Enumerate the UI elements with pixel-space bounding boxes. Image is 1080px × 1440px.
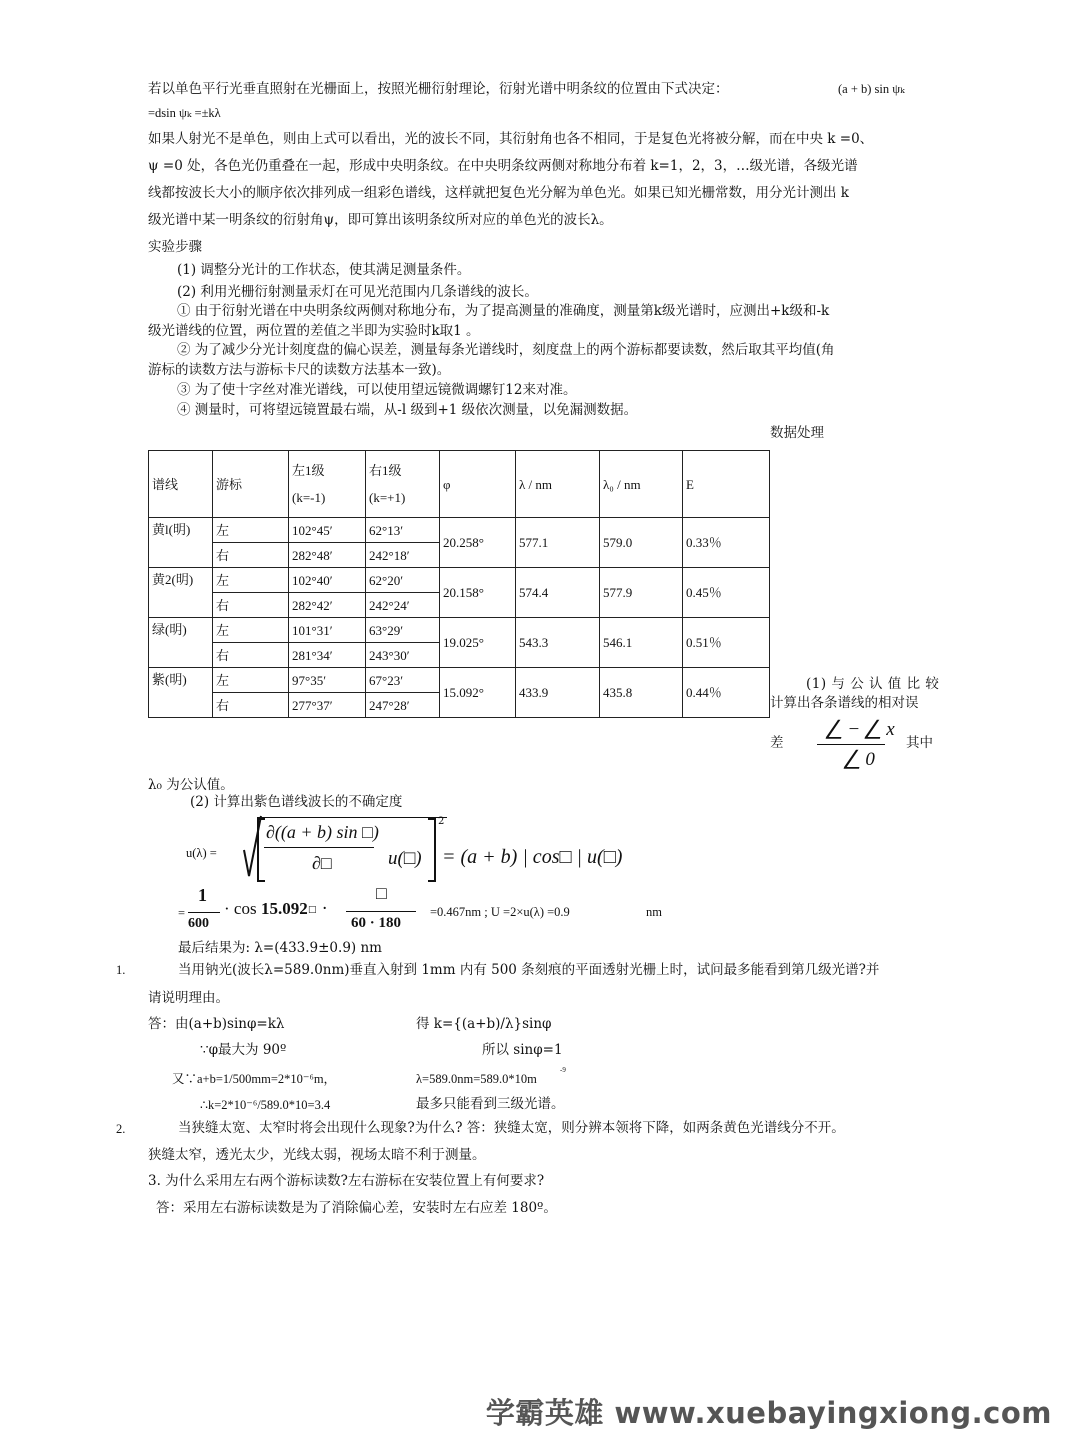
cell-right: 243°30′ — [366, 643, 440, 668]
site-watermark: 学霸英雄 www.xuebayingxiong.com — [485, 1396, 1052, 1430]
cell-phi: 15.092° — [440, 668, 516, 718]
cell-vernier: 左 — [213, 668, 289, 693]
q3-line-2: 答：采用左右游标读数是为了消除偏心差，安装时左右应差 180º。 — [156, 1200, 557, 1216]
intro-line-1: 若以单色平行光垂直照射在光栅面上，按照光栅衍射理论，衍射光谱中明条纹的位置由下式决定： — [148, 81, 729, 97]
q1-answer-4-right: 最多只能看到三级光谱。 — [416, 1096, 565, 1112]
q3-line-1: 3. 为什么采用左右两个游标读数?左右游标在安装位置上有何要求? — [148, 1173, 545, 1189]
q1-line-2: 请说明理由。 — [148, 990, 229, 1006]
table-row — [149, 618, 770, 643]
cell-lambda: 577.1 — [516, 518, 600, 568]
cell-left: 102°45′ — [289, 518, 366, 543]
right-bracket — [428, 818, 436, 882]
numeric-frac-line — [188, 912, 220, 913]
partial-denominator: ∂□ — [312, 853, 332, 873]
cell-left: 277°37′ — [289, 693, 366, 718]
q1-number: 1. — [116, 963, 126, 977]
uncertainty-title: (2) 计算出紫色谱线波长的不确定度 — [190, 794, 403, 810]
side-note-1: (1) 与 公 认 值 比 较 — [806, 676, 940, 692]
cell-right: 242°18′ — [366, 543, 440, 568]
sqrt-overline — [257, 817, 447, 818]
th-right-a: 右1级 — [369, 463, 402, 478]
cell-right: 63°29′ — [366, 618, 440, 643]
th-vernier: 游标 — [213, 451, 289, 518]
th-left — [289, 451, 366, 518]
cell-vernier: 左 — [213, 618, 289, 643]
cell-lambda0: 546.1 — [600, 618, 683, 668]
relative-error-numerator: ⎳ − ⎳ x — [826, 719, 895, 740]
q1-answer-1-right: 得 k={(a+b)/λ}sinφ — [416, 1016, 552, 1032]
numeric-result: =0.467nm ; U =2×u(λ) =0.9 — [430, 905, 570, 919]
cell-lambda: 543.3 — [516, 618, 600, 668]
cell-lambda0: 577.9 — [600, 568, 683, 618]
table-header-row — [149, 451, 770, 518]
cell-error: 0.51％ — [683, 618, 770, 668]
cell-left: 282°42′ — [289, 593, 366, 618]
q1-answer-4: ∴k=2*10⁻⁶/589.0*10=3.4 — [200, 1098, 331, 1112]
intro-line-5: 线都按波长大小的顺序依次排列成一组彩色谱线，这样就把复色光分解为单色光。如果已知光栅常数，用分光计测出 k — [148, 185, 849, 201]
cell-left: 281°34′ — [289, 643, 366, 668]
side-note-2: 计算出各条谱线的相对误 — [770, 695, 919, 711]
q1-answer-2: ∵φ最大为 90º — [200, 1042, 287, 1058]
numeric-frac2-line — [346, 911, 416, 912]
step-2-1b: 级光谱线的位置，两位置的差值之半即为实验时k取1 。 — [148, 323, 480, 339]
cell-left: 102°40′ — [289, 568, 366, 593]
cell-lambda0: 579.0 — [600, 518, 683, 568]
cell-left: 97°35′ — [289, 668, 366, 693]
intro-line-6: 级光谱中某一明条纹的衍射角ψ，即可算出该明条纹所对应的单色光的波长λ。 — [148, 212, 613, 228]
q1-answer-1: 答：由(a+b)sinφ=kλ — [148, 1016, 285, 1032]
cell-phi: 20.158° — [440, 568, 516, 618]
th-phi: φ — [440, 451, 516, 518]
th-left-a: 左1级 — [292, 463, 325, 478]
step-2: (2) 利用光栅衍射测量汞灯在可见光范围内几条谱线的波长。 — [177, 284, 538, 300]
cell-right: 67°23′ — [366, 668, 440, 693]
square-exponent: 2 — [438, 816, 445, 827]
side-note-3: 差 — [770, 735, 784, 751]
numeric-frac-den: 600 — [188, 916, 209, 931]
u-psi-term: u(□) — [388, 848, 422, 869]
cell-error: 0.33％ — [683, 518, 770, 568]
th-lambda0: λ₀ / nm — [600, 451, 683, 518]
step-2-2a: ② 为了减少分光计刻度盘的偏心误差，测量每条光谱线时，刻度盘上的两个游标都要读数，然后取其平均值(角 — [177, 342, 835, 358]
numeric-frac2-den: 60 · 180 — [351, 915, 402, 931]
step-2-3: ③ 为了使十字丝对准光谱线，可以使用望远镜微调螺钉12来对准。 — [177, 382, 577, 398]
cell-right: 242°24′ — [366, 593, 440, 618]
intro-line-3: 如果人射光不是单色，则由上式可以看出，光的波长不同，其衍射角也各不相同，于是复色光将被分解，而在中央 k =0、 — [148, 131, 874, 147]
cell-phi: 20.258° — [440, 518, 516, 568]
u-lambda-label: u(λ) = — [186, 846, 217, 860]
left-bracket — [257, 818, 265, 882]
q1-answer-2-right: 所以 sinφ=1 — [482, 1042, 563, 1058]
q2-number: 2. — [116, 1122, 126, 1136]
data-heading: 数据处理 — [770, 425, 824, 441]
final-result: 最后结果为: λ=(433.9±0.9) nm — [178, 940, 382, 956]
numeric-frac2-num: □ — [376, 883, 387, 903]
th-right-b: (k=+1) — [369, 490, 406, 505]
step-2-4: ④ 测量时，可将望远镜置最右端，从-l 级到+1 级依次测量，以免漏测数据。 — [177, 402, 638, 418]
cell-left: 101°31′ — [289, 618, 366, 643]
q2-line-2: 狭缝太窄，透光太少，光线太弱，视场太暗不利于测量。 — [148, 1147, 486, 1163]
relative-error-fraction-line — [817, 744, 885, 745]
q2-line-1: 当狭缝太宽、太窄时将会出现什么现象?为什么? 答：狭缝太宽，则分辨本领将下降，如两条黄色光谱线分不开。 — [178, 1120, 845, 1136]
numeric-eq: = — [178, 906, 186, 920]
cell-error: 0.45％ — [683, 568, 770, 618]
intro-line-2: =dsin ψₖ =±kλ — [148, 106, 221, 120]
side-note-5: λ₀ 为公认值。 — [148, 777, 234, 793]
cell-vernier: 右 — [213, 643, 289, 668]
table-row — [149, 518, 770, 543]
numeric-unit: nm — [646, 905, 662, 919]
cell-line-name: 黄2(明) — [149, 568, 213, 618]
intro-line-4: ψ =0 处，各色光仍重叠在一起，形成中央明条纹。在中央明条纹两侧对称地分布着 k=1，2，3，…级光谱，各级光谱 — [148, 158, 858, 174]
cell-right: 62°20′ — [366, 568, 440, 593]
cell-vernier: 右 — [213, 543, 289, 568]
cell-left: 282°48′ — [289, 543, 366, 568]
cell-vernier: 右 — [213, 693, 289, 718]
q1-line-1: 当用钠光(波长λ=589.0nm)垂直入射到 1mm 内有 500 条刻痕的平面透射光栅上时，试问最多能看到第几级光谱?并 — [178, 962, 880, 978]
table-row — [149, 568, 770, 593]
cell-lambda0: 435.8 — [600, 668, 683, 718]
steps-heading: 实验步骤 — [148, 239, 202, 255]
q1-answer-3-sup: -9 — [560, 1066, 566, 1074]
cell-right: 62°13′ — [366, 518, 440, 543]
step-2-2b: 游标的读数方法与游标卡尺的读数方法基本一致)。 — [148, 362, 451, 378]
cell-lambda: 433.9 — [516, 668, 600, 718]
step-2-1a: ① 由于衍射光谱在中央明条纹两侧对称地分布，为了提高测量的准确度，测量第k级光谱时，应测出+k级和-k — [177, 303, 830, 319]
step-1: (1) 调整分光计的工作状态，使其满足测量条件。 — [177, 262, 471, 278]
cell-vernier: 左 — [213, 568, 289, 593]
th-line: 谱线 — [149, 451, 213, 518]
th-right — [366, 451, 440, 518]
cell-vernier: 左 — [213, 518, 289, 543]
partial-fraction-line — [264, 847, 374, 848]
cell-line-name: 绿(明) — [149, 618, 213, 668]
cell-error: 0.44％ — [683, 668, 770, 718]
numeric-angle-box: □ — [308, 905, 317, 915]
numeric-angle: 15.092 — [261, 899, 308, 918]
th-lambda: λ / nm — [516, 451, 600, 518]
relative-error-denominator: ⎳ 0 — [844, 749, 875, 770]
cell-line-name: 紫(明) — [149, 668, 213, 718]
q1-answer-3-right: λ=589.0nm=589.0*10m — [416, 1072, 537, 1086]
data-table — [148, 450, 770, 718]
cell-right: 247°28′ — [366, 693, 440, 718]
th-error: E — [683, 451, 770, 518]
table-row — [149, 668, 770, 693]
intro-formula: (a + b) sin ψₖ — [838, 82, 905, 96]
numeric-frac-num: 1 — [198, 885, 207, 905]
numeric-dot: · — [322, 899, 328, 919]
cell-line-name: 黄l(明) — [149, 518, 213, 568]
cell-vernier: 右 — [213, 593, 289, 618]
partial-numerator: ∂((a + b) sin □) — [266, 822, 379, 842]
uncertainty-rhs: = (a + b) | cos□ | u(□) — [442, 846, 623, 868]
cell-lambda: 574.4 — [516, 568, 600, 618]
cell-phi: 19.025° — [440, 618, 516, 668]
numeric-cos: · cos — [224, 899, 257, 918]
th-left-b: (k=-1) — [292, 490, 326, 505]
side-note-4: 其中 — [906, 735, 933, 751]
q1-answer-3: 又∵a+b=1/500mm=2*10⁻⁶m， — [172, 1072, 337, 1086]
